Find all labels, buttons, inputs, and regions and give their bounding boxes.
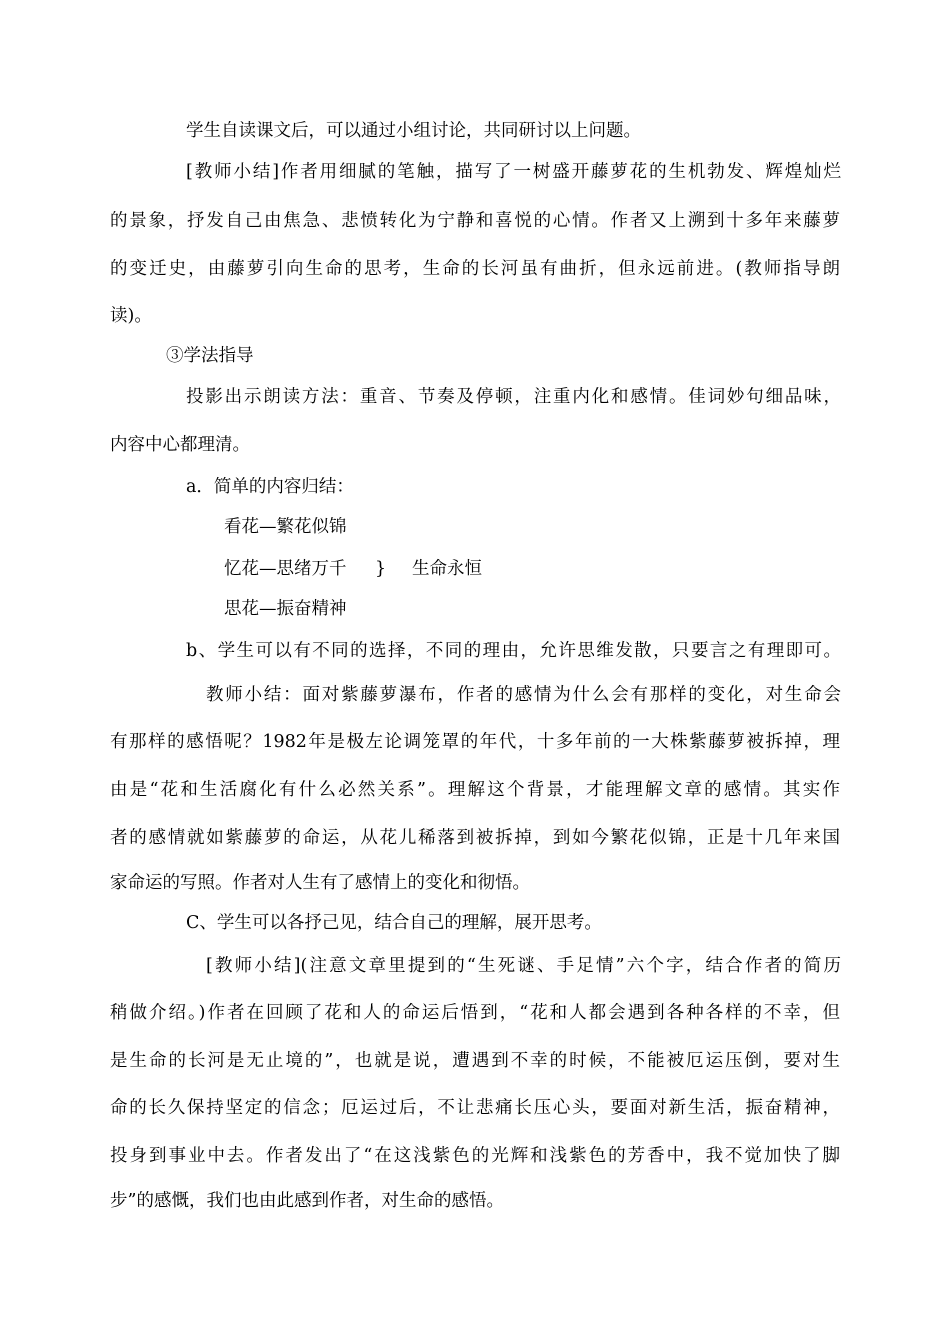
text-line: 的变迁史，由藤萝引向生命的思考，生命的长河虽有曲折，但永远前进。(教师指导朗 (110, 259, 840, 279)
text-line: 读)。 (110, 306, 152, 326)
text-line: 稍做介绍。)作者在回顾了花和人的命运后悟到，“花和人都会遇到各种各样的不幸，但 (110, 1003, 840, 1023)
text-line: [教师小结]作者用细腻的笔触，描写了一树盛开藤萝花的生机勃发、辉煌灿烂 (186, 162, 841, 182)
text-line: [教师小结](注意文章里提到的“生死谜、手足情”六个字，结合作者的简历 (206, 956, 841, 976)
text-line: 投身到事业中去。作者发出了“在这浅紫色的光辉和浅紫色的芳香中，我不觉加快了脚 (110, 1146, 840, 1166)
text-line: 内容中心都理清。 (110, 435, 250, 455)
summary-conclusion: 生命永恒 (412, 559, 482, 579)
brace-mark: } (375, 559, 387, 579)
text-line: 由是“花和生活腐化有什么必然关系”。理解这个背景，才能理解文章的感情。其实作 (110, 780, 840, 800)
list-item: a．简单的内容归结： (186, 477, 354, 497)
text-line: 有那样的感悟呢？1982年是极左论调笼罩的年代，十多年前的一大株紫藤萝被拆掉，理 (110, 732, 840, 752)
text-line: 者的感情就如紫藤萝的命运，从花儿稀落到被拆掉，到如今繁花似锦，正是十几年来国 (110, 828, 840, 848)
summary-item: 看花—繁花似锦 (224, 517, 347, 537)
list-item: b、学生可以有不同的选择，不同的理由，允许思维发散，只要言之有理即可。 (186, 641, 841, 661)
text-line: 投影出示朗读方法：重音、节奏及停顿，注重内化和感情。佳词妙句细品味， (186, 387, 841, 407)
text-line: 是生命的长河是无止境的”，也就是说，遭遇到不幸的时候，不能被厄运压倒，要对生 (110, 1051, 840, 1071)
text-line: 命的长久保持坚定的信念；厄运过后，不让悲痛长压心头，要面对新生活，振奋精神， (110, 1098, 840, 1118)
list-item: C、学生可以各抒己见，结合自己的理解，展开思考。 (186, 913, 602, 933)
text-line: 家命运的写照。作者对人生有了感情上的变化和彻悟。 (110, 873, 530, 893)
text-line: 步”的感慨，我们也由此感到作者，对生命的感悟。 (110, 1191, 504, 1211)
text-line: 的景象，抒发自己由焦急、悲愤转化为宁静和喜悦的心情。作者又上溯到十多年来藤萝 (110, 211, 840, 231)
text-line: 学生自读课文后，可以通过小组讨论，共同研讨以上问题。 (186, 121, 641, 141)
summary-item: 忆花—思绪万千 (224, 559, 347, 579)
text-line: 教师小结：面对紫藤萝瀑布，作者的感情为什么会有那样的变化，对生命会 (206, 685, 841, 705)
section-heading: ③学法指导 (166, 346, 254, 366)
summary-item: 思花—振奋精神 (224, 599, 347, 619)
